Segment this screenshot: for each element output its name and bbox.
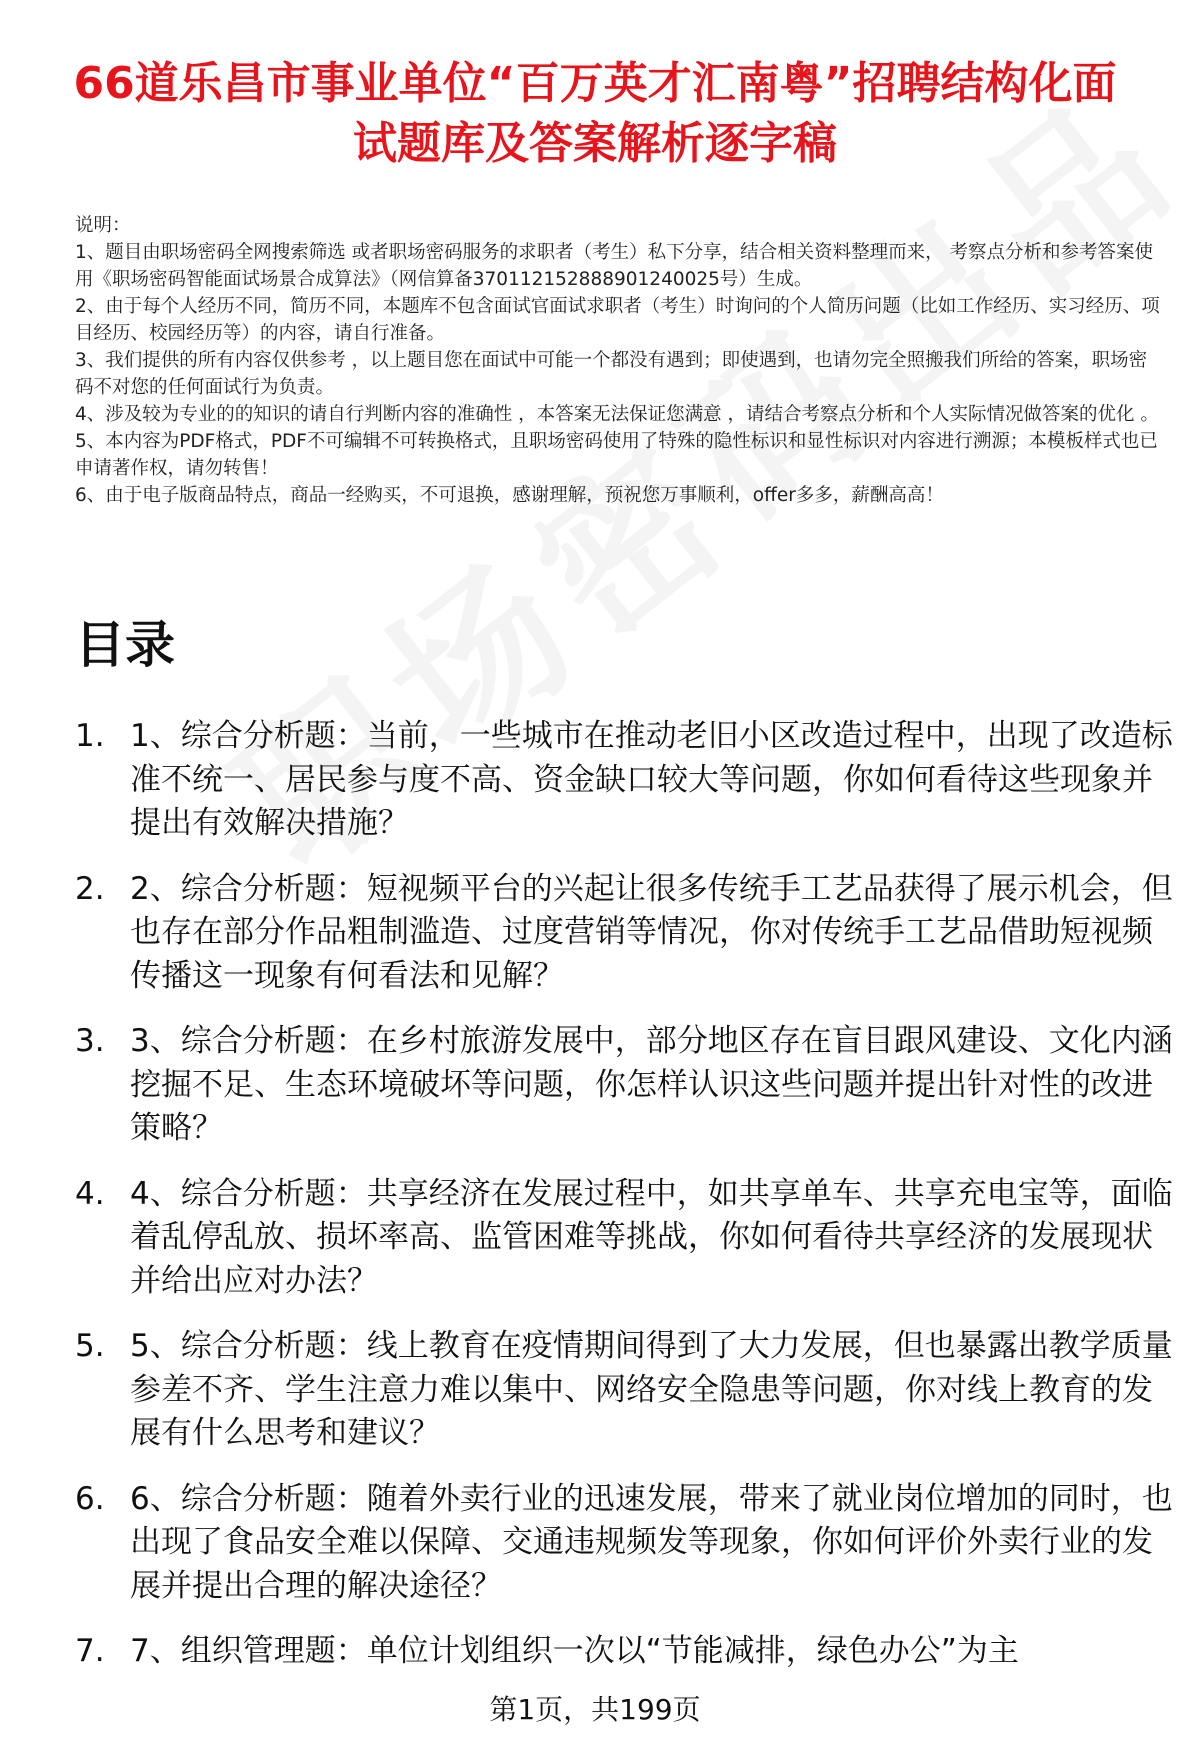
toc-item[interactable] bbox=[75, 868, 1175, 999]
notes-section bbox=[75, 212, 1165, 509]
table-of-contents bbox=[75, 715, 1175, 1696]
toc-item-text[interactable]: 4、综合分析题：共享经济在发展过程中，如共享单车、共享充电宝等，面临着乱停乱放、损坏率高、监管困难等挑战，你如何看待共享经济的发展现状并给出应对办法？ bbox=[130, 1175, 1173, 1299]
page-footer: 第1页，共199页 bbox=[489, 1693, 701, 1726]
notes-item: 5、本内容为PDF格式，PDF不可编辑不可转换格式，且职场密码使用了特殊的隐性标识和显性标识对内容进行溯源；本模板样式也已申请著作权，请勿转售！ bbox=[75, 431, 1158, 479]
toc-item[interactable] bbox=[75, 1173, 1175, 1304]
notes-item: 3、我们提供的所有内容仅供参考 ，以上题目您在面试中可能一个都没有遇到；即使遇到，也请勿完全照搬我们所给的答案，职场密码不对您的任何面试行为负责。 bbox=[75, 350, 1148, 398]
page-title: 66道乐昌市事业单位“百万英才汇南粤”招聘结构化面试题库及答案解析逐字稿 bbox=[73, 58, 1117, 169]
toc-item-number: 5. bbox=[75, 1328, 105, 1364]
toc-item-text[interactable]: 2、综合分析题：短视频平台的兴起让很多传统手工艺品获得了展示机会，但也存在部分作品粗制滥造、过度营销等情况，你对传统手工艺品借助短视频传播这一现象有何看法和见解？ bbox=[130, 870, 1173, 994]
toc-item-number: 7. bbox=[75, 1633, 105, 1669]
toc-item-text[interactable]: 3、综合分析题：在乡村旅游发展中，部分地区存在盲目跟风建设、文化内涵挖掘不足、生态环境破坏等问题，你怎样认识这些问题并提出针对性的改进策略？ bbox=[130, 1023, 1173, 1146]
toc-item-text[interactable]: 1、综合分析题：当前，一些城市在推动老旧小区改造过程中，出现了改造标准不统一、居民参与度不高、资金缺口较大等问题，你如何看待这些现象并提出有效解决措施？ bbox=[130, 718, 1173, 841]
toc-item[interactable] bbox=[75, 1020, 1175, 1151]
toc-item-number: 2. bbox=[75, 870, 105, 907]
toc-item-number: 4. bbox=[75, 1175, 105, 1212]
toc-item[interactable] bbox=[75, 1325, 1175, 1456]
toc-item-text[interactable]: 6、综合分析题：随着外卖行业的迅速发展，带来了就业岗位增加的同时，也出现了食品安全难以保障、交通违规频发等现象，你如何评价外卖行业的发展并提出合理的解决途径？ bbox=[130, 1480, 1173, 1604]
notes-item: 1、题目由职场密码全网搜索筛选 或者职场密码服务的求职者（考生）私下分享，结合相关资料整理而来， 考察点分析和参考答案使用《职场密码智能面试场景合成算法》（网信算备370112152888901240025号）生成。 bbox=[75, 242, 1154, 290]
toc-item[interactable] bbox=[75, 1630, 1175, 1674]
toc-item[interactable] bbox=[75, 1478, 1175, 1609]
notes-item: 2、由于每个人经历不同，简历不同，本题库不包含面试官面试求职者（考生）时询问的个人简历问题（比如工作经历、实习经历、项目经历、校园经历等）的内容，请自行准备。 bbox=[75, 296, 1160, 344]
notes-heading: 说明： bbox=[75, 215, 131, 236]
toc-item-number: 3. bbox=[75, 1023, 105, 1059]
toc-heading: 目录 bbox=[75, 616, 175, 674]
notes-item: 4、涉及较为专业的的知识的请自行判断内容的准确性 ，本答案无法保证您满意 ，请结合考察点分析和个人实际情况做答案的优化 。 bbox=[75, 404, 1159, 425]
toc-item-text[interactable]: 7、组织管理题：单位计划组织一次以“节能减排，绿色办公”为主 bbox=[130, 1633, 1019, 1669]
toc-item[interactable] bbox=[75, 715, 1175, 846]
toc-item-text[interactable]: 5、综合分析题：线上教育在疫情期间得到了大力发展，但也暴露出教学质量参差不齐、学生注意力难以集中、网络安全隐患等问题，你对线上教育的发展有什么思考和建议？ bbox=[130, 1328, 1173, 1451]
toc-item-number: 6. bbox=[75, 1480, 105, 1517]
notes-item: 6、由于电子版商品特点，商品一经购买，不可退换，感谢理解，预祝您万事顺利，offer多多，薪酬高高！ bbox=[75, 485, 944, 506]
toc-item-number: 1. bbox=[75, 718, 105, 754]
